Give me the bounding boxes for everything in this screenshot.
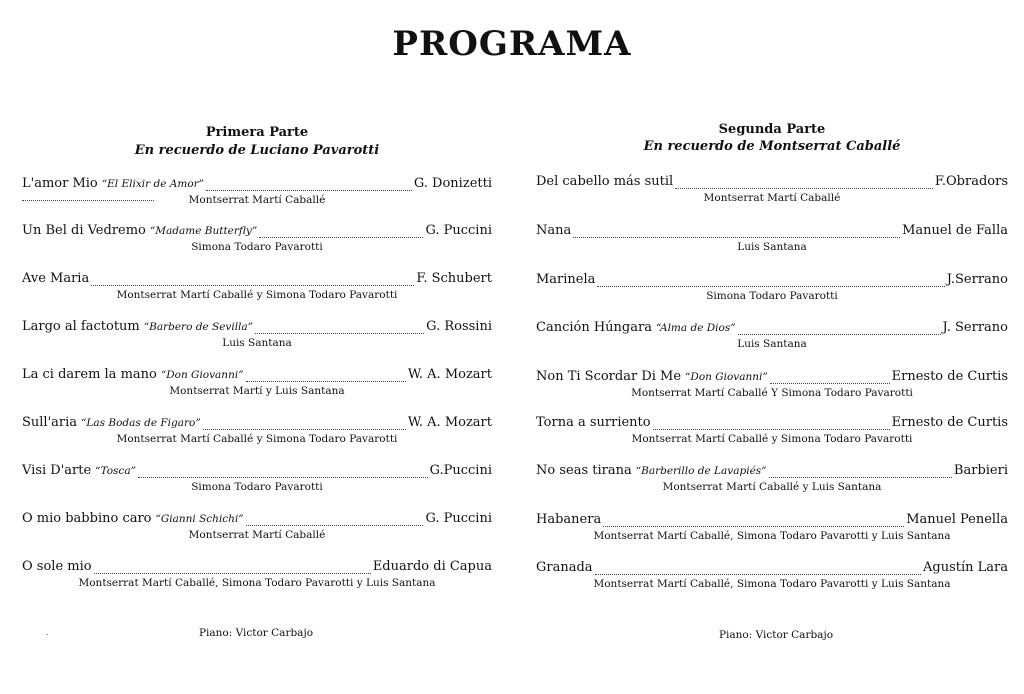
performers: Montserrat Martí Caballé: [188, 194, 326, 206]
work-title: Del cabello más sutil: [536, 174, 674, 189]
performers: Luis Santana: [737, 241, 807, 253]
performers: Montserrat Martí Caballé y Simona Todaro Pavarotti: [116, 289, 398, 301]
primera-parte-heading: Primera Parte: [205, 125, 309, 140]
performers: Simona Todaro Pavarotti: [191, 481, 323, 493]
work-title: Ave Maria: [22, 271, 90, 286]
work-title: Nana: [536, 223, 572, 238]
dot-leader: [675, 174, 933, 189]
opera-title: “Barberillo de Lavapiés”: [635, 465, 767, 477]
composer: G. Puccini: [425, 511, 492, 526]
composer: F. Schubert: [416, 271, 492, 286]
performers: Montserrat Martí Caballé: [703, 192, 841, 204]
performers: Simona Todaro Pavarotti: [191, 241, 323, 253]
work-title: O mio babbino caro: [22, 511, 152, 526]
work-title: La ci darem la mano: [22, 367, 157, 382]
program-item: [536, 415, 1008, 445]
composer: G. Donizetti: [413, 176, 492, 191]
piano-credit: Piano: Victor Carbajo: [198, 627, 314, 639]
performers: Montserrat Martí Caballé, Simona Todaro Pavarotti y Luis Santana: [593, 578, 951, 590]
composer: W. A. Mozart: [407, 415, 492, 430]
work-title: Habanera: [536, 512, 602, 527]
program-item: [536, 272, 1008, 302]
segunda-parte-subheading: En recuerdo de Montserrat Caballé: [643, 139, 901, 154]
dot-leader: [603, 512, 904, 527]
work-title: Canción Húngara: [536, 320, 652, 335]
performers: Montserrat Martí Caballé y Simona Todaro Pavarotti: [116, 433, 398, 445]
composer: Eduardo di Capua: [372, 559, 492, 574]
dot-leader: [203, 415, 406, 430]
performers: Montserrat Martí y Luis Santana: [169, 385, 345, 397]
composer: F.Obradors: [934, 174, 1008, 189]
composer: W. A. Mozart: [407, 367, 492, 382]
work-title: O sole mio: [22, 559, 92, 574]
opera-title: “Don Giovanni”: [160, 369, 244, 381]
performers: Montserrat Martí Caballé: [188, 529, 326, 541]
dot-leader: [769, 463, 952, 478]
dot-leader: [597, 272, 944, 287]
work-title: Visi D'arte: [22, 463, 92, 478]
program-item: [22, 559, 492, 589]
performers: Montserrat Martí Caballé, Simona Todaro Pavarotti y Luis Santana: [593, 530, 951, 542]
performers: Simona Todaro Pavarotti: [706, 290, 838, 302]
opera-title: “Madame Butterfly”: [149, 225, 258, 237]
page-title: PROGRAMA: [392, 24, 632, 64]
opera-title: “Gianni Schichi”: [155, 513, 244, 525]
composer: Manuel de Falla: [902, 223, 1008, 238]
performers: Luis Santana: [222, 337, 292, 349]
stray-dot: .: [46, 628, 49, 637]
program-item: [22, 223, 492, 253]
work-title: Torna a surriento: [536, 415, 651, 430]
composer: J.Serrano: [946, 272, 1008, 287]
program-item: [536, 369, 1008, 399]
dot-leader: [206, 176, 412, 191]
performers: Montserrat Martí Caballé y Simona Todaro Pavarotti: [631, 433, 913, 445]
dot-leader: [255, 319, 424, 334]
program-item: [536, 560, 1008, 590]
dot-leader: [259, 223, 423, 238]
composer: Manuel Penella: [906, 512, 1008, 527]
program-item: [536, 463, 1008, 493]
opera-title: “Alma de Dios”: [655, 322, 736, 334]
composer: G.Puccini: [429, 463, 492, 478]
work-title: Un Bel di Vedremo: [22, 223, 146, 238]
work-title: Largo al factotum: [22, 319, 140, 334]
work-title: L'amor Mio: [22, 176, 98, 191]
opera-title: “Tosca”: [95, 465, 136, 477]
opera-title: “Barbero de Sevilla”: [143, 321, 254, 333]
opera-title: “Las Bodas de Figaro”: [81, 417, 201, 429]
performers: Montserrat Martí Caballé y Luis Santana: [662, 481, 882, 493]
dot-leader: [246, 367, 406, 382]
composer: Ernesto de Curtis: [891, 369, 1008, 384]
dot-leader-stub: [22, 194, 154, 201]
dot-leader: [770, 369, 890, 384]
work-title: Granada: [536, 560, 593, 575]
composer: G. Puccini: [425, 223, 492, 238]
opera-title: “Don Giovanni”: [685, 371, 768, 383]
work-title: Marinela: [536, 272, 596, 287]
dot-leader: [595, 560, 921, 575]
segunda-parte-heading: Segunda Parte: [718, 122, 826, 137]
dot-leader: [94, 559, 371, 574]
work-title: Sull'aria: [22, 415, 78, 430]
program-item: [22, 176, 492, 206]
program-item: [22, 367, 492, 397]
dot-leader: [653, 415, 890, 430]
dot-leader: [738, 320, 941, 335]
performers: Montserrat Martí Caballé, Simona Todaro Pavarotti y Luis Santana: [78, 577, 436, 589]
dot-leader: [573, 223, 900, 238]
program-item: [22, 415, 492, 445]
program-item: [536, 223, 1008, 253]
performers: Montserrat Martí Caballé Y Simona Todaro Pavarotti: [631, 387, 913, 399]
program-item: [536, 320, 1008, 350]
dot-leader: [246, 511, 424, 526]
composer: G. Rossini: [426, 319, 492, 334]
program-item: [536, 174, 1008, 204]
dot-leader: [138, 463, 428, 478]
program-item: [22, 271, 492, 301]
opera-title: “El Elixir de Amor”: [101, 178, 205, 190]
program-item: [22, 511, 492, 541]
work-title: No seas tirana: [536, 463, 632, 478]
program-item: [22, 319, 492, 349]
composer: J. Serrano: [942, 320, 1008, 335]
primera-parte-subheading: En recuerdo de Luciano Pavarotti: [134, 143, 380, 158]
composer: Barbieri: [953, 463, 1008, 478]
performers: Luis Santana: [737, 338, 807, 350]
program-item: [536, 512, 1008, 542]
work-title: Non Ti Scordar Di Me: [536, 369, 682, 384]
composer: Agustín Lara: [923, 560, 1008, 575]
piano-credit: Piano: Victor Carbajo: [718, 629, 834, 641]
dot-leader: [91, 271, 414, 286]
program-item: [22, 463, 492, 493]
composer: Ernesto de Curtis: [891, 415, 1008, 430]
